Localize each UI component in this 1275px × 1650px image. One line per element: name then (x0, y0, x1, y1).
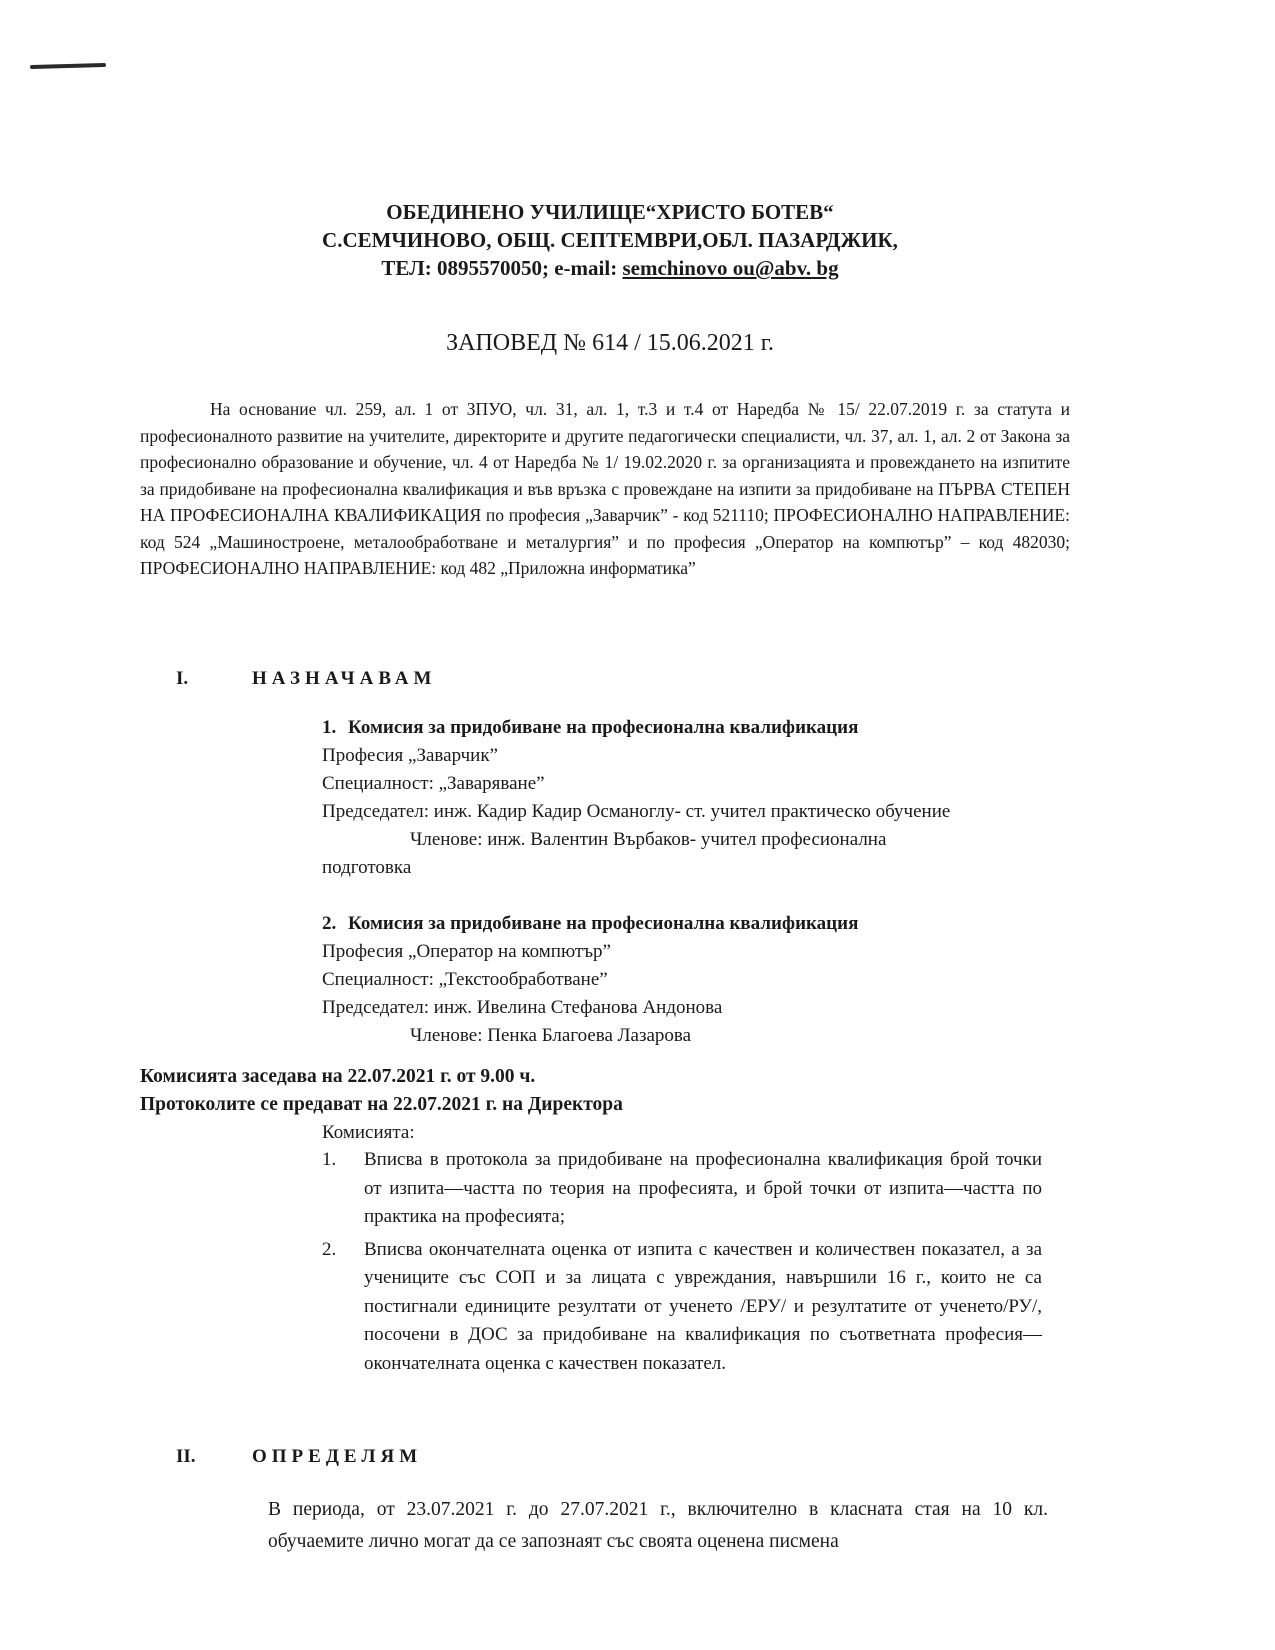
meeting-time: Комисията заседава на 22.07.2021 г. от 9.00 ч. (140, 1066, 536, 1087)
school-contacts (140, 254, 1080, 282)
period-paragraph: В периода, от 23.07.2021 г. до 27.07.2021 г., включително в класната стая на 10 кл. обучаемите лично могат да се запознаят със своята оценена писмена (268, 1499, 1048, 1552)
section-number: I. (176, 668, 189, 689)
committee-title-text: Комисия за придобиване на професионална квалификация (348, 717, 859, 738)
protocols-deadline: Протоколите се предават на 22.07.2021 г. на Директора (140, 1094, 623, 1115)
list-number: 1. (322, 1149, 337, 1170)
section-heading-appoint (176, 668, 436, 690)
list-item (322, 1236, 1042, 1379)
commission-label: Комисията: (322, 1122, 415, 1143)
list-number: 2. (322, 1238, 337, 1260)
committee-title-text: Комисия за придобиване на професионална квалификация (348, 913, 859, 934)
committee-chair: Председател: инж. Кадир Кадир Османоглу- ст. учител практическо обучение (322, 801, 951, 822)
committee-profession: Професия „Оператор на компютър” (322, 941, 611, 962)
committee-members: Членове: Пенка Благоева Лазарова (410, 1025, 692, 1046)
committee-1 (322, 714, 1082, 882)
school-name: ОБЕДИНЕНО УЧИЛИЩЕ“ХРИСТО БОТЕВ“ (386, 200, 834, 224)
school-header (140, 198, 1080, 282)
email-link[interactable]: semchinovo ou@abv. bg (622, 256, 839, 280)
section-heading-determine (176, 1446, 422, 1468)
list-item (322, 1146, 1042, 1232)
committee-2 (322, 910, 1082, 1050)
committee-title (322, 910, 1082, 938)
list-text: Вписва в протокола за придобиване на професионална квалификация брой точки от изпита—частта по теория на професията, и брой точки от изпита—частта по практика на професията; (364, 1149, 1042, 1227)
committee-chair: Председател: инж. Ивелина Стефанова Андонова (322, 997, 723, 1018)
committee-number: 1. (322, 717, 337, 738)
phone-text: ТЕЛ: 0895570050; e-mail: (381, 256, 623, 280)
scan-mark (30, 63, 106, 69)
committee-number: 2. (322, 913, 337, 934)
school-address: С.СЕМЧИНОВО, ОБЩ. СЕПТЕМВРИ,ОБЛ. ПАЗАРДЖИК, (322, 228, 898, 252)
committee-profession: Професия „Заварчик” (322, 745, 498, 766)
section-number: II. (176, 1446, 196, 1467)
preamble-paragraph: На основание чл. 259, ал. 1 от ЗПУО, чл. 31, ал. 1, т.3 и т.4 от Наредба № 15/ 22.07.2019 г. за статута и професионалното развитие на учителите, директорите и другите педагогически специалисти, чл. 37, ал. 1, ал. 2 от Закона за професионално образование и обучение, чл. 4 от Наредба № 1/ 19.02.2020 г. за организацията и провеждането на изпитите за придобиване на професионална квалификация и във връзка с провеждане на изпити за придобиване на ПЪРВА СТЕПЕН НА ПРОФЕСИОНАЛНА КВАЛИФИКАЦИЯ по професия „Заварчик” - код 521110; ПРОФЕСИОНАЛНО НАПРАВЛЕНИЕ: код 524 „Машиностроене, металообработване и металургия” и по професия „Оператор на компютър” – код 482030; ПРОФЕСИОНАЛНО НАПРАВЛЕНИЕ: код 482 „Приложна информатика” (140, 399, 1070, 578)
committee-members: Членове: инж. Валентин Върбаков- учител професионална (410, 829, 887, 850)
committee-members-cont: подготовка (322, 857, 412, 878)
section-label: НАЗНАЧАВАМ (252, 668, 437, 689)
section-label: ОПРЕДЕЛЯМ (252, 1446, 423, 1467)
committee-title (322, 714, 1082, 742)
commission-duties (322, 1146, 1042, 1382)
committee-specialty: Специалност: „Заваряване” (322, 773, 545, 794)
list-text: Вписва окончателната оценка от изпита с качествен и количествен показател, а за учениците със СОП и за лицата с увреждания, навършили 16 г., които не са постигнали единиците резултати от ученето /ЕРУ/ и резултатите от ученето/РУ/, посочени в ДОС за придобиване на квалификация по съответната професия—окончателната оценка с качествен показател. (364, 1238, 1042, 1374)
committee-specialty: Специалност: „Текстообработване” (322, 969, 608, 990)
order-title: ЗАПОВЕД № 614 / 15.06.2021 г. (446, 330, 774, 356)
